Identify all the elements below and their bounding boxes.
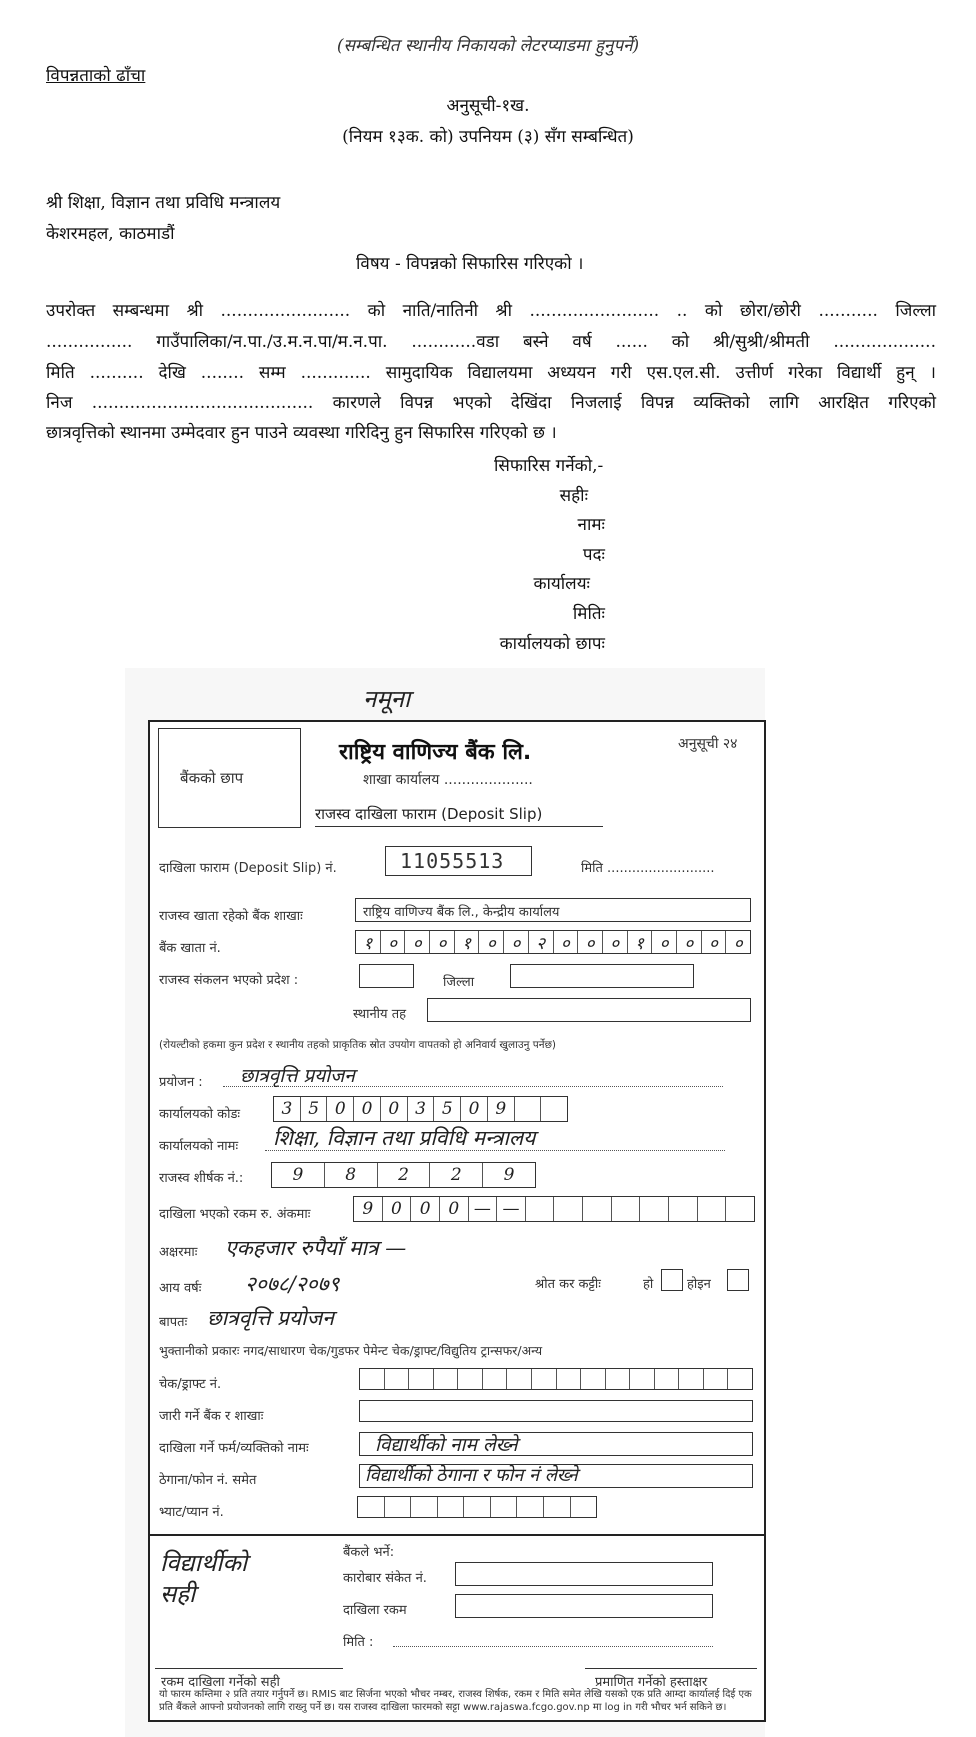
schedule-number: अनुसूची-१ख. [446,96,530,116]
subject-line: विषय - विपन्नको सिफारिस गरिएको । [356,254,584,274]
province-label: राजस्व संकलन भएको प्रदेश : [159,973,299,988]
account-digit: ० [677,931,702,953]
office-code-digit [515,1097,542,1121]
issuing-bank-label: जारी गर्ने बैंक र शाखाः [159,1409,264,1424]
form-name-underline [315,826,603,827]
account-digit: ० [479,931,504,953]
bank-branch-value: राष्ट्रिय वाणिज्य बैंक लि., केन्द्रीय कार्यालय [363,905,560,920]
recommender-label: सिफारिस गर्नेको,- [494,456,604,476]
amount-digit: 9 [354,1197,383,1221]
amount-digit: 0 [411,1197,440,1221]
district-box [510,964,694,988]
amount-digit: 0 [440,1197,469,1221]
cheque-cell [728,1369,752,1389]
slip-date: मिति .......................... [581,861,715,876]
cheque-cell [532,1369,557,1389]
account-digit: १ [628,931,653,953]
amount-digit [526,1197,555,1221]
cheque-cell [655,1369,680,1389]
no-checkbox[interactable] [727,1269,749,1291]
account-digit: ० [405,931,430,953]
purpose-value: छात्रवृत्ति प्रयोजन [240,1065,355,1087]
bank-name: राष्ट्रिय वाणिज्य बैंक लि. [339,740,532,765]
royalty-note: (रोयल्टीको हकमा कुन प्रदेश र स्थानीय तहको प्राकृतिक स्रोत उपयोग वापतको हो अनिवार्य खुलाउनु पर्नेछ) [159,1039,557,1051]
vat-cell [385,1497,412,1517]
revenue-head-digit: 2 [378,1163,431,1187]
account-digit: ० [603,931,628,953]
account-digit: ० [578,931,603,953]
form-title: विपन्नताको ढाँचा [46,66,146,86]
yes-label: हो [643,1277,654,1292]
addressee-line2: केशरमहल, काठमाडौं [46,224,175,244]
bank-fill-label: बैंकले भर्ने: [343,1545,395,1560]
vat-cell [571,1497,597,1517]
amount-digit: — [469,1197,498,1221]
transaction-code-label: कारोबार संकेत नं. [343,1571,427,1586]
bank-date-label: मिति : [343,1635,374,1650]
branch-office: शाखा कार्यालय .................... [363,772,533,788]
vat-cell [491,1497,518,1517]
student-signature: विद्यार्थीको सही [160,1549,248,1609]
account-digit: ० [702,931,727,953]
address-value: विद्यार्थीको ठेगाना र फोन नं लेख्ने [365,1465,578,1486]
verifier-sign-line [585,1668,757,1669]
rule-reference: (नियम १३क. को) उपनियम (३) सँग सम्बन्धित) [342,127,634,147]
amount-digit: 0 [383,1197,412,1221]
local-level-box [427,998,751,1022]
account-digit: २ [529,931,554,953]
cheque-cell [557,1369,582,1389]
office-label: कार्यालयः [533,574,590,594]
office-code-digit: 0 [327,1097,354,1121]
office-code-cells [273,1096,568,1122]
depositor-label: दाखिला गर्ने फर्म/व्यक्तिको नामः [159,1441,309,1456]
account-digit: ० [554,931,579,953]
section-divider [148,1534,766,1536]
cheque-cell [581,1369,606,1389]
office-code-digit [541,1097,567,1121]
office-code-digit: 9 [488,1097,515,1121]
no-label: होइन [687,1277,711,1292]
cheque-cell [434,1369,459,1389]
depositor-sign-label: रकम दाखिला गर्नेको सही [161,1675,280,1690]
account-digit: ० [652,931,677,953]
cheque-cell [483,1369,508,1389]
revenue-head-cells [271,1162,536,1188]
slip-no: 11055513 [400,849,505,873]
cheque-cell [507,1369,532,1389]
cheque-number-cells [359,1368,753,1390]
payment-type: भुक्तानीको प्रकारः नगद/साधारण चेक/गुडफर पेमेन्ट चेक/ड्राफ्ट/विद्युतिय ट्रान्सफर/अन्य [159,1343,543,1358]
sign-label: सहीः [559,486,588,506]
body-line: ................ गाउँपालिका/न.पा./उ.म.न.पा/म.न.पा. ............वडा बस्ने वर्ष ...... को श्री/सुश्री/श्रीमती ................... [46,332,936,352]
vat-cell [517,1497,544,1517]
vat-cell [411,1497,438,1517]
account-number-cells [355,930,751,954]
cheque-cell [409,1369,434,1389]
withhold-label: श्रोत कर कट्टीः [535,1277,601,1292]
fiscal-year-label: आय वर्षः [159,1281,202,1296]
bank-stamp-label: बैंकको छाप [180,769,244,787]
amount-digit [612,1197,641,1221]
post-label: पदः [582,545,605,565]
issuing-bank-box [359,1400,753,1422]
deposit-amount-label: दाखिला रकम [343,1603,407,1618]
office-name-value: शिक्षा, विज्ञान तथा प्रविधि मन्त्रालय [273,1126,536,1150]
account-digit: ० [733,933,743,954]
account-digit: ० [430,931,455,953]
revenue-head-digit: 9 [503,1165,515,1185]
transaction-code-box [455,1562,713,1586]
form-name: राजस्व दाखिला फाराम (Deposit Slip) [315,805,543,823]
deposit-slip-sample [125,668,765,1737]
fiscal-year-value: २०७८/२०७९ [245,1272,340,1296]
cheque-cell [630,1369,655,1389]
body-line: उपरोक्त सम्बन्धमा श्री ........................ को नाति/नातिनी श्री ........................ .. को छोरा/छोरी ........... जिल्ला [46,301,936,321]
province-box [359,964,414,988]
verifier-sign-label: प्रमाणित गर्नेको हस्ताक्षर [595,1675,708,1690]
office-name-label: कार्यालयको नामः [159,1139,239,1154]
office-code-digit: 5 [301,1097,328,1121]
office-code-label: कार्यालयको कोडः [159,1107,241,1122]
depositor-sign-line [155,1668,343,1669]
account-digit: १ [455,931,480,953]
amount-figure-label: दाखिला भएको रकम रु. अंकमाः [159,1207,311,1222]
amount-digit [698,1197,727,1221]
body-line: निज ......................................... कारणले विपन्न भएको देखिंदा निजलाई विपन्न व्यक्तिको लागि आरक्षित गरिएको [46,393,936,413]
depositor-value: विद्यार्थीको नाम लेख्ने [375,1434,518,1456]
amount-words-label: अक्षरमाः [159,1245,198,1260]
cheque-label: चेक/ड्राफ्ट नं. [159,1377,222,1392]
body-line: छात्रवृत्तिको स्थानमा उम्मेदवार हुन पाउने व्यवस्था गरिदिनु हुन सिफारिस गरिएको छ । [46,423,557,443]
office-code-digit: 5 [434,1097,461,1121]
amount-digit [554,1197,583,1221]
stamp-label: कार्यालयको छापः [499,634,605,654]
revenue-head-digit: 2 [430,1163,483,1187]
account-label: बैंक खाता नं. [159,941,221,956]
office-code-digit: 3 [274,1097,301,1121]
purpose-label: प्रयोजन : [159,1075,203,1090]
office-code-digit: 0 [461,1097,488,1121]
revenue-head-digit: 8 [325,1163,378,1187]
addressee-line1: श्री शिक्षा, विज्ञान तथा प्रविधि मन्त्रालय [46,193,281,213]
cheque-cell [606,1369,631,1389]
yes-checkbox[interactable] [661,1269,683,1291]
revenue-head-digit: 9 [272,1163,325,1187]
account-digit: १ [356,931,381,953]
slip-footnote: यो फारम कम्तिमा २ प्रति तयार गर्नुपर्ने छ। RMIS बाट सिर्जना भएको भौचर नम्बर, राजस्व शिर्षक, रकम र मिति समेत लेखि यसको एक प्रति आम्दा कार्यालई दिई एक प्रति बैंकले आफ्नो प्रयोजनको लागि राख्नु पर्ने छ। यस राजस्व दाखिला फारमको सट्टा www.rajaswa.fcgo.gov.np मा log in गरी भौचर भर्न सकिने छ। [159,1689,752,1713]
office-code-digit: 0 [381,1097,408,1121]
slip-schedule: अनुसूची २४ [678,736,738,752]
letterhead-note: (सम्बन्धित स्थानीय निकायको लेटरप्याडमा हुनुपर्ने) [336,36,640,56]
vat-number-cells [357,1496,597,1518]
vat-cell [464,1497,491,1517]
office-code-digit: 0 [354,1097,381,1121]
amount-digit [583,1197,612,1221]
amount-digit [726,1197,754,1221]
address-label: ठेगाना/फोन नं. समेत [159,1473,257,1488]
slip-no-label: दाखिला फाराम (Deposit Slip) नं. [159,861,337,876]
cheque-cell [679,1369,704,1389]
deposit-amount-box [455,1594,713,1618]
amount-digit [669,1197,698,1221]
office-code-digit: 3 [408,1097,435,1121]
account-digit: ० [381,931,406,953]
vat-label: भ्याट/प्यान नं. [159,1505,224,1520]
vat-cell [438,1497,465,1517]
about-label: बापतः [159,1315,188,1330]
cheque-cell [458,1369,483,1389]
date-label: मितिः [572,604,605,624]
district-label: जिल्ला [443,975,475,990]
vat-cell [544,1497,571,1517]
cheque-cell [704,1369,729,1389]
amount-words-value: एकहजार रुपैयाँ मात्र — [225,1236,407,1260]
amount-digit [640,1197,669,1221]
bank-branch-label: राजस्व खाता रहेको बैंक शाखाः [159,909,303,924]
cheque-cell [385,1369,410,1389]
revenue-head-label: राजस्व शीर्षक नं.: [159,1171,244,1186]
local-level-label: स्थानीय तह [353,1007,407,1022]
amount-figure-cells [353,1196,755,1222]
name-label: नामः [577,515,605,535]
account-digit: ० [504,931,529,953]
body-line: मिति .......... देखि ........ सम्म ............. सामुदायिक विद्यालयमा अध्ययन गरी एस.एल.सी. उत्तीर्ण गरेका विद्यार्थी हुन् । [46,363,936,383]
bank-date-dotted-line [393,1646,713,1647]
sample-mark: नमूना [363,685,411,713]
cheque-cell [360,1369,385,1389]
about-value: छात्रवृत्ति प्रयोजन [207,1306,334,1330]
amount-digit: — [497,1197,526,1221]
vat-cell [358,1497,385,1517]
